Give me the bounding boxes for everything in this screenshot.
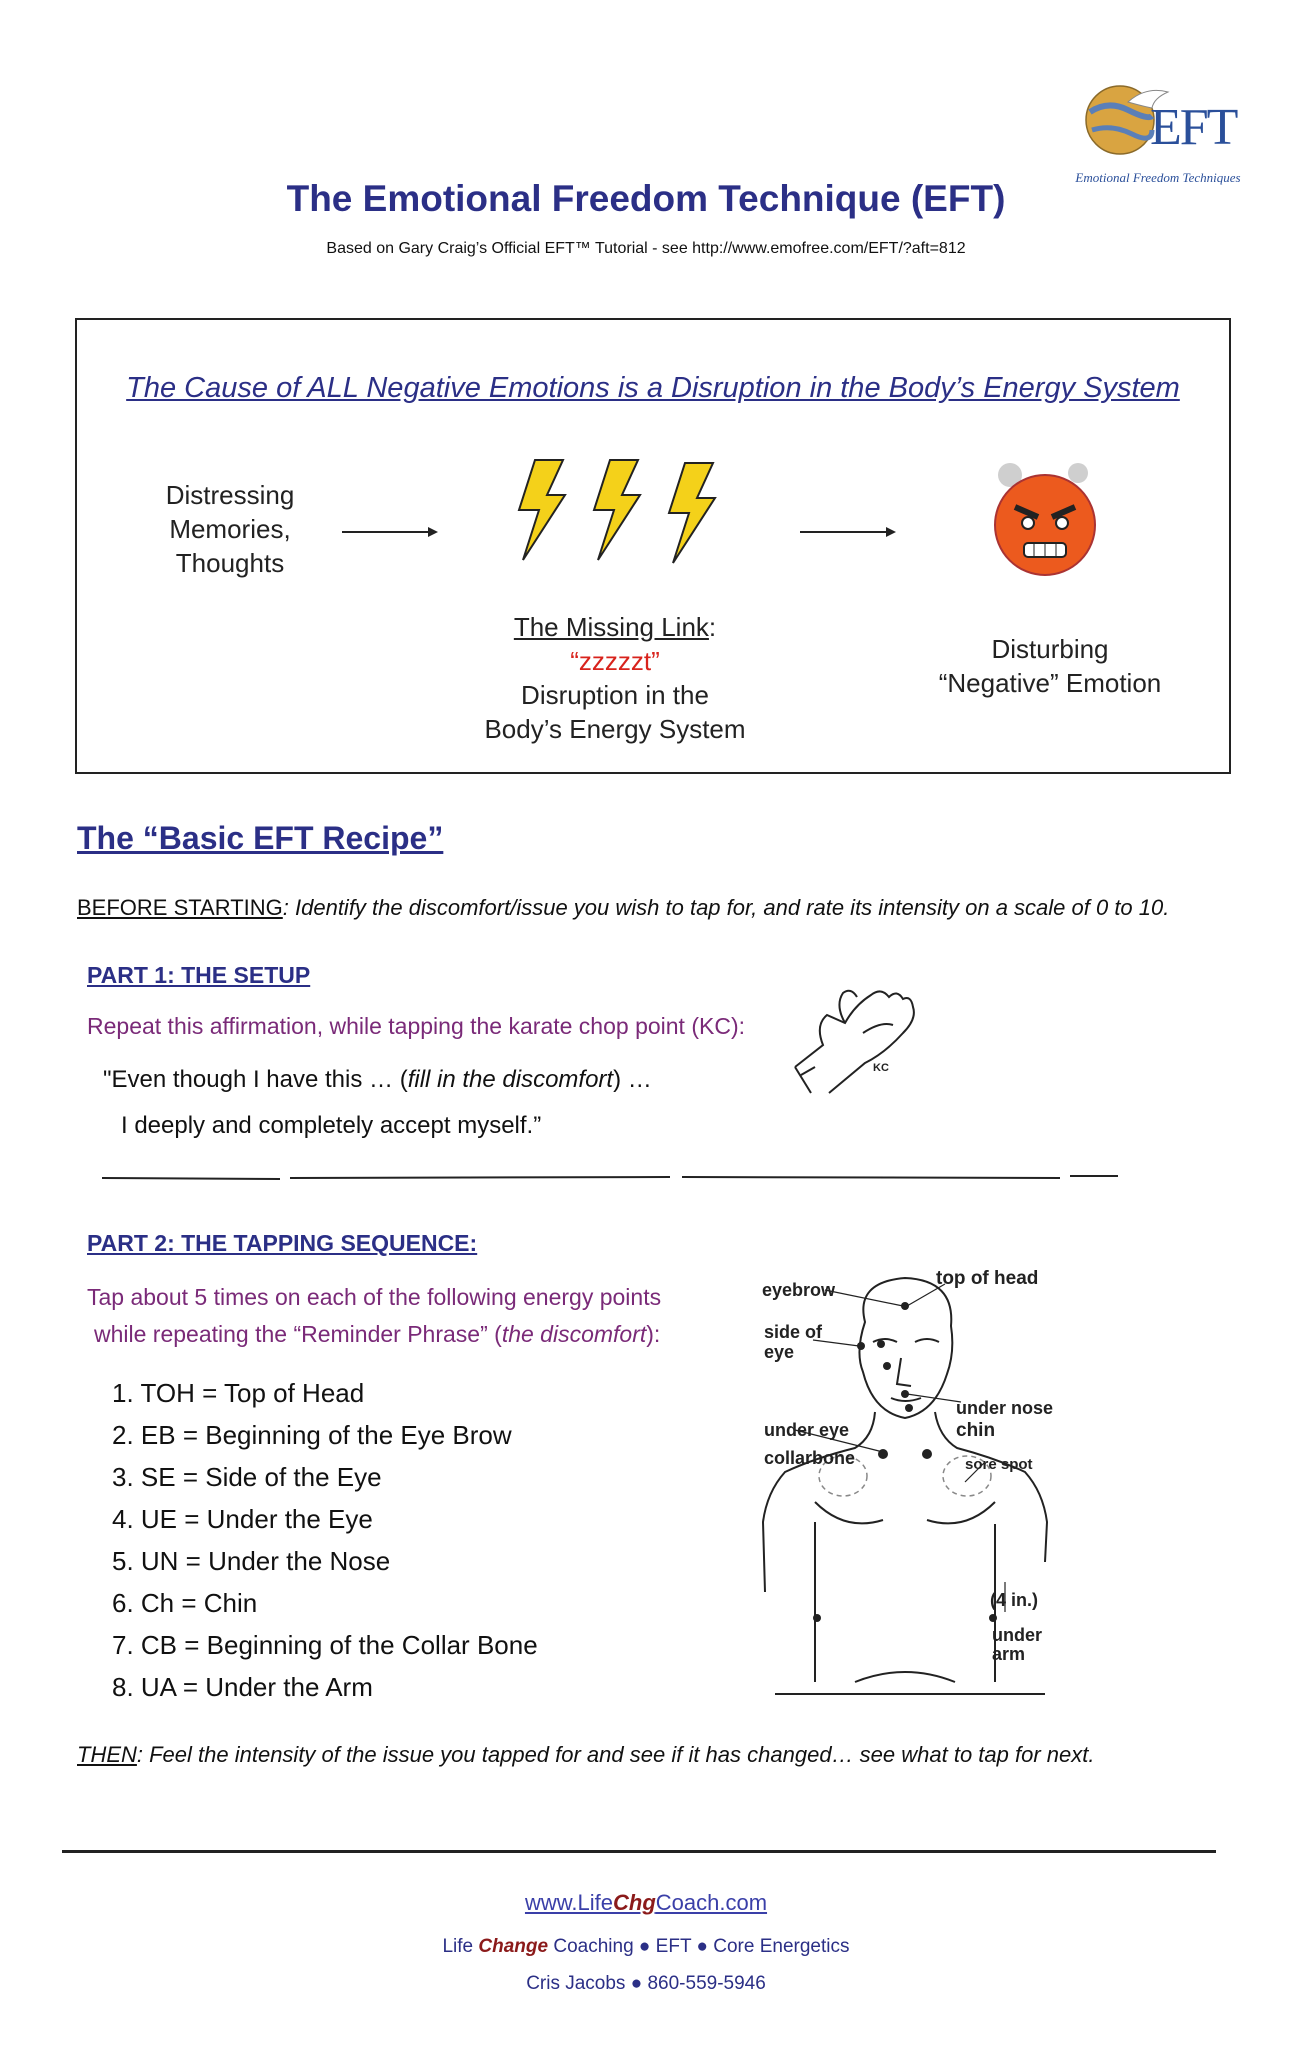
link-part-c: Coach.com: [655, 1890, 768, 1915]
lightning-bolts-icon: [505, 455, 755, 565]
label-four-inches: (4 in.): [990, 1590, 1038, 1610]
before-label: BEFORE STARTING: [77, 895, 283, 920]
footer-change: Change: [478, 1936, 549, 1957]
tap-point-2: 2. EB = Beginning of the Eye Brow: [112, 1420, 512, 1450]
footer-contact: Cris Jacobs ● 860-559-5946: [526, 1973, 766, 1994]
part1-instruction: Repeat this affirmation, while tapping the karate chop point (KC):: [87, 1013, 745, 1039]
affirmation-line-1: [103, 1066, 652, 1094]
label-chin: chin: [956, 1420, 996, 1441]
distressing-line-1: Distressing: [165, 480, 295, 510]
tap-point-6: 6. Ch = Chin: [112, 1588, 258, 1618]
before-starting: [77, 895, 1169, 921]
website-link[interactable]: [525, 1890, 767, 1915]
affirmation-part-b: ) …: [613, 1066, 652, 1093]
arrow-right-icon-2: [798, 522, 898, 542]
distressing-line-3: Thoughts: [175, 548, 285, 578]
then-instruction: [77, 1742, 1094, 1768]
label-under-eye: under eye: [764, 1420, 850, 1440]
tap-point-1: 1. TOH = Top of Head: [112, 1378, 365, 1408]
label-top-of-head: top of head: [936, 1268, 1039, 1289]
reminder-part-c: ):: [646, 1321, 661, 1347]
missing-link-colon: :: [708, 612, 717, 642]
footer-line-2: [0, 1936, 1292, 1958]
then-label: THEN: [77, 1742, 137, 1767]
page-title: The Emotional Freedom Technique (EFT): [286, 178, 1006, 219]
page-subtitle: Based on Gary Craig’s Official EFT™ Tutorial - see http://www.emofree.com/EFT/?aft=812: [326, 240, 966, 257]
part2-heading: PART 2: THE TAPPING SEQUENCE:: [87, 1230, 478, 1256]
distressing-text: [120, 478, 340, 580]
karate-chop-hand-icon: [785, 975, 925, 1105]
affirmation-fill: fill in the discomfort: [407, 1066, 614, 1093]
disruption-line-1: Disruption in the: [521, 680, 709, 710]
cause-heading: The Cause of ALL Negative Emotions is a Disruption in the Body’s Energy System: [126, 372, 1180, 404]
tap-point-4: 4. UE = Under the Eye: [112, 1504, 373, 1534]
before-text: : Identify the discomfort/issue you wish to tap for, and rate its intensity on a scale of 0 to 10.: [282, 895, 1170, 920]
reminder-part-b: the discomfort: [501, 1321, 647, 1347]
arrow-right-icon: [340, 522, 440, 542]
missing-link-label: The Missing Link: [513, 612, 709, 642]
logo-text: EFT: [1150, 99, 1237, 156]
missing-link-label-row: [440, 610, 790, 644]
footer-life: Life: [442, 1936, 479, 1957]
affirmation-line-2: I deeply and completely accept myself.”: [121, 1112, 542, 1139]
distressing-line-2: Memories,: [169, 514, 291, 544]
label-sore-spot: sore spot: [965, 1456, 1033, 1473]
label-side-of-eye-1: side of: [764, 1322, 823, 1342]
label-eyebrow: eyebrow: [762, 1280, 836, 1300]
negative-line-1: Disturbing: [991, 634, 1109, 664]
footer-link-row: [0, 1890, 1292, 1916]
link-part-a: www.Life: [524, 1890, 613, 1915]
tap-point-5: 5. UN = Under the Nose: [112, 1546, 391, 1576]
logo-subtitle: Emotional Freedom Techniques: [1075, 170, 1241, 185]
footer-services: Coaching ● EFT ● Core Energetics: [548, 1936, 850, 1957]
footer-divider: [62, 1850, 1216, 1853]
label-under-nose: under nose: [956, 1398, 1054, 1418]
part1-heading: PART 1: THE SETUP: [87, 962, 311, 988]
tap-point-8: 8. UA = Under the Arm: [112, 1672, 373, 1702]
tap-point-3: 3. SE = Side of the Eye: [112, 1462, 382, 1492]
label-under-arm-2: arm: [992, 1644, 1026, 1664]
label-side-of-eye-2: eye: [764, 1342, 795, 1362]
affirmation-part-a: "Even though I have this … (: [103, 1066, 408, 1093]
kc-label: KC: [873, 1062, 889, 1074]
tap-point-7: 7. CB = Beginning of the Collar Bone: [112, 1630, 538, 1660]
disruption-line-2: Body’s Energy System: [484, 714, 746, 744]
part2-instruction-1: Tap about 5 times on each of the following energy points: [87, 1284, 662, 1310]
missing-link-text: [440, 610, 790, 746]
negative-emotion-text: [905, 632, 1195, 700]
angry-face-icon: [980, 455, 1110, 585]
part2-instruction-2: [94, 1321, 660, 1348]
recipe-title: The “Basic EFT Recipe”: [77, 820, 444, 856]
divider-line: [100, 1170, 1120, 1184]
zzzzzt-text: “zzzzzt”: [570, 646, 660, 676]
negative-line-2: “Negative” Emotion: [938, 668, 1162, 698]
link-part-b: Chg: [613, 1890, 656, 1915]
label-collarbone: collarbone: [764, 1448, 856, 1468]
then-text: : Feel the intensity of the issue you tapped for and see if it has changed… see what to tap for next.: [136, 1742, 1095, 1767]
reminder-part-a: while repeating the “Reminder Phrase” (: [94, 1321, 502, 1347]
label-under-arm-1: under: [992, 1625, 1043, 1645]
